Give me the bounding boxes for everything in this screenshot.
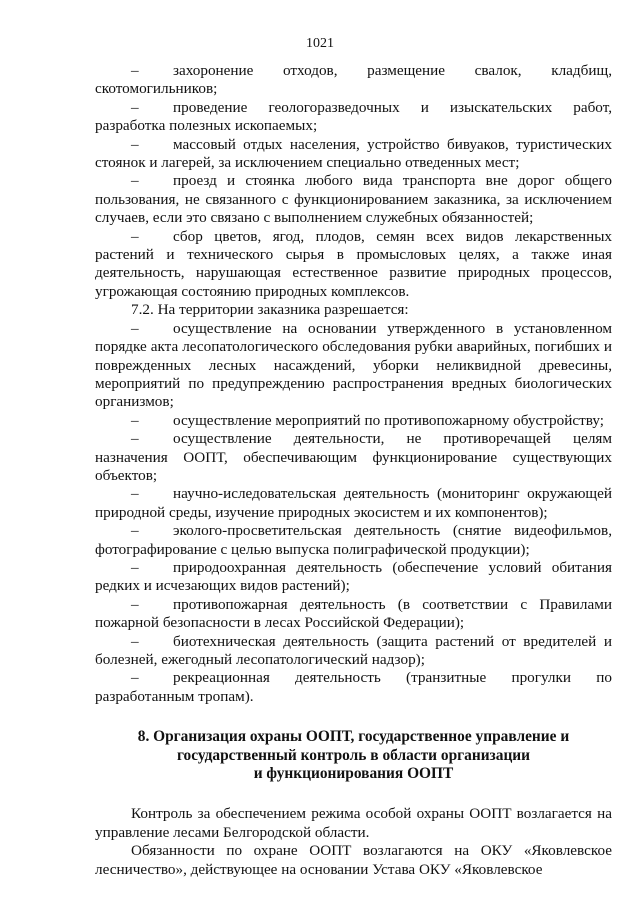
allowed-list	[95, 320, 612, 707]
section-8-heading-line: 8. Организация охраны ООПТ, государственное управление и	[137, 728, 570, 746]
list-item	[95, 633, 612, 670]
list-item	[95, 172, 612, 227]
list-item	[95, 485, 612, 522]
list-dash: –	[131, 558, 139, 576]
list-item-text: осуществление мероприятий по противопожарному обустройству;	[173, 411, 604, 429]
list-item-text: противопожарная деятельность (в соответствии с Правилами пожарной безопасности в лесах Российской Федерации);	[95, 595, 612, 632]
list-item	[95, 430, 612, 485]
list-dash: –	[131, 485, 139, 503]
list-dash: –	[131, 227, 139, 245]
section-8-heading	[95, 728, 612, 783]
list-item	[95, 669, 612, 706]
list-dash: –	[131, 522, 139, 540]
section-8-heading-line: государственный контроль в области организации	[176, 746, 531, 764]
list-item	[95, 596, 612, 633]
list-item-text: осуществление деятельности, не противоречащей целям назначения ООПТ, обеспечивающим функционирование существующих объектов;	[95, 430, 612, 484]
section-8-heading-line: и функционирования ООПТ	[253, 765, 454, 783]
list-item-text: массовый отдых населения, устройство бивуаков, туристических стоянок и лагерей, за исключением специально отведенных мест;	[95, 135, 612, 172]
list-item	[95, 62, 612, 99]
list-item-text: проведение геологоразведочных и изыскательских работ, разработка полезных ископаемых;	[95, 98, 612, 135]
list-dash: –	[131, 430, 139, 448]
list-dash: –	[131, 98, 139, 116]
list-dash: –	[131, 62, 139, 79]
list-item-text: сбор цветов, ягод, плодов, семян всех видов лекарственных растений и технического сырья в промысловых целях, а также иная деятельность, нарушающая естественное развитие природных процессов, угрожающая состоянию природных комплексов.	[95, 227, 612, 300]
list-dash: –	[131, 595, 139, 613]
section-7-2-title: 7.2. На территории заказника разрешается:	[131, 301, 409, 319]
list-item	[95, 136, 612, 173]
document-body	[95, 62, 612, 879]
list-item-text: биотехническая деятельность (защита растений от вредителей и болезней, ежегодный лесопатологический надзор);	[95, 632, 612, 668]
list-dash: –	[131, 319, 139, 337]
page-number: 1021	[306, 36, 334, 51]
list-item	[95, 412, 612, 430]
paragraph: Контроль за обеспечением режима особой охраны ООПТ возлагается на управление лесами Белгородской области.	[95, 805, 612, 841]
list-item-text: эколого-просветительская деятельность (снятие видеофильмов, фотографирование с целью выпуска полиграфической продукции);	[95, 522, 612, 558]
list-item-text: проезд и стоянка любого вида транспорта вне дорог общего пользования, не связанного с функционированием заказника, за исключением случаев, если это связано с выполнением служебных обязанностей;	[95, 172, 612, 227]
list-dash: –	[131, 172, 139, 190]
list-item	[95, 522, 612, 559]
list-item	[95, 320, 612, 412]
list-item-text: рекреационная деятельность (транзитные прогулки по разработанным тропам).	[95, 669, 612, 705]
list-item	[95, 99, 612, 136]
list-dash: –	[131, 669, 139, 687]
list-item-text: природоохранная деятельность (обеспечение условий обитания редких и исчезающих видов растений);	[95, 558, 612, 595]
paragraph: Обязанности по охране ООПТ возлагаются на ОКУ «Яковлевское лесничество», действующее на основании Устава ОКУ «Яковлевское	[95, 842, 612, 878]
list-item-text: осуществление на основании утвержденного в установленном порядке акта лесопатологического обследования рубки аварийных, погибших и поврежденных лесных насаждений, уборки неликвидной древесины, мероприятий по предупреждению распространения вредных биологических организмов;	[95, 319, 612, 411]
prohibited-list	[95, 62, 612, 301]
list-item-text: захоронение отходов, размещение свалок, кладбищ, скотомогильников;	[95, 62, 612, 98]
list-dash: –	[131, 411, 139, 429]
list-item	[95, 228, 612, 302]
list-dash: –	[131, 632, 139, 650]
list-item-text: научно-иследовательская деятельность (мониторинг окружающей природной среды, изучение природных экосистем и их компонентов);	[95, 485, 612, 521]
list-item	[95, 559, 612, 596]
list-dash: –	[131, 135, 139, 153]
